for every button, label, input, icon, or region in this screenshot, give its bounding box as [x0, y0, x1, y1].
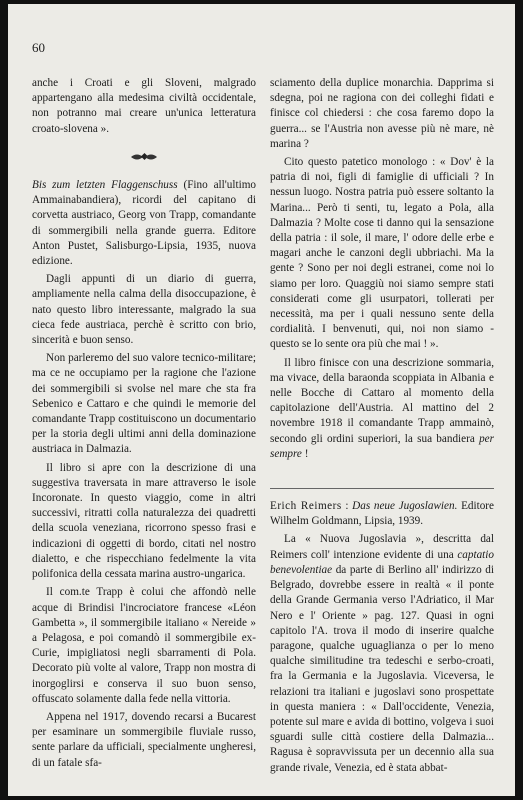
section-divider — [270, 488, 494, 489]
paragraph: Dagli appunti di un diario di guerra, ampliamente nella calma della disoccupazione, è nato questo libro interessante, malgrado la sua cieca fede austriaca, perchè è scritto con brio, sincerità e buon senso. — [32, 273, 256, 347]
separator-colon: : — [341, 500, 353, 513]
paragraph — [270, 356, 494, 462]
book-details: (Fino all'ultimo Ammainabandiera), ricordi del capitano di corvetta austriaco, Georg von Trapp, comandante di sommergibili nella grande guerra. Editore Anton Pustet, Salisburgo-Lipsia, 1935, nuova edizione. — [32, 179, 257, 268]
final-text-a: La « Nuova Jugoslavia », descritta dal Reimers coll' intenzione evidente di una — [270, 533, 494, 561]
paragraph: Il com.te Trapp è colui che affondò nelle acque di Brindisi l'incrociatore francese «Léon Gambetta », il sommergibile italiano « Nereide » a Pelagosa, e poi comandò il sommergibile ex-Curie, impigliatosi negli sbarramenti di Pola. Decorato più volte al valore, Trapp non mostra di inorgoglirsi e conserva il suo buon senso, offuscato solamente dalla fede nella vittoria. — [32, 586, 256, 705]
right-column — [270, 76, 494, 779]
paragraph: Appena nel 1917, dovendo recarsi a Bucarest per esaminare un sommergibile fluviale russo, sente parlare da ufficiali, specialmente ungheresi, di un fatale sfa- — [32, 710, 256, 769]
author-name: Erich Reimers — [270, 500, 342, 513]
bibliographic-entry-2 — [270, 499, 494, 529]
italic-phrase: per sempre — [270, 432, 494, 460]
latin-phrase: captatio benevolentiae — [270, 548, 494, 576]
paragraph-text: Il libro finisce con una descrizione sommaria, ma vivace, della baraonda scoppiata in Albania e nelle Bocche di Cattaro al momento della capitolazione dell'Austria. Al mattino del 2 novembre 1918 il comandante Trapp ammainò, secondo gli ordini superiori, la sua bandiera — [270, 356, 494, 445]
paragraph: Il libro si apre con la descrizione di una suggestiva traversata in mare attraverso le isole Incoronate. In questo viaggio, come in altri successivi, ritratti colla naturalezza dei quadretti della scuola veneziana, ricorrono spesso frasi e indicazioni di oggetti di bordo, citati nel nostro dialetto, e che rispecchiano fedelmente la vita polifonica della cessata marina austro-ungarica. — [32, 461, 256, 581]
continued-paragraph: sciamento della duplice monarchia. Dapprima si sdegna, poi ne ragiona con dei colleghi fidati e finisce col chiedersi : che cosa faremo dopo la guerra... se l'Austria non avesse più nè mare, nè marina ? — [270, 77, 494, 150]
left-column — [32, 76, 256, 774]
bibliographic-entry — [32, 178, 256, 269]
final-text-b: da parte di Berlino all' indirizzo di Belgrado, dovrebbe essere in realtà « il ponte della Grande Germania verso l'Adriatico, il Mar Nero e l' Oriente » pag. 127. Quasi in ogni capitolo l'A. trova il modo di inserire qualche paragone, qualche uguaglianza o per lo meno qualche similitudine tra tedeschi e serbo-croati, fra la Germania e la Jugoslavia. Viceversa, le relazioni tra italiani e jugoslavi sono prospettate in questa maniera : « Dall'occidente, Venezia, potente sul mare e avida di bottino, volgeva i suoi sguardi sulle città costiere della Dalmazia... Ragusa è sopravvissuta per un decennio alla sua grande rivale, Venezia, ed è stata abbat- — [270, 563, 494, 774]
page-number: 60 — [32, 40, 45, 55]
paragraph-end: ! — [301, 447, 309, 460]
book-page — [8, 4, 515, 796]
book-details-2: Editore Wilhelm Goldmann, Lipsia, 1939. — [270, 500, 494, 528]
diamond-leaf-ornament-icon — [32, 151, 256, 166]
intro-paragraph: anche i Croati e gli Sloveni, malgrado appartengano alla medesima civiltà occidentale, non potranno mai creare un'unica letteratura croato-slovena ». — [32, 77, 256, 135]
book-title-2: Das neue Jugoslawien. — [352, 500, 458, 513]
paragraph: Non parleremo del suo valore tecnico-militare; ma ce ne occupiamo per la ragione che l'azione dei sommergibili si svolse nel mare che sta fra Sebenico e Cattaro e che quindi le memorie del comandante Trapp costituiscono un documentario per la storia degli ultimi anni della dominazione austriaca in Dalmazia. — [32, 352, 256, 456]
final-paragraph — [270, 532, 494, 775]
paragraph: Cito questo patetico monologo : « Dov' è la patria di noi, figli di famiglie di ufficiali ? In nessun luogo. Nostra patria può essere soltanto la Marina... Però ti senti, tu, legato a Pola, alla Dalmazia ? Molte cose ti danno qui la sensazione della patria : il sole, il mare, l' odore delle erbe e magari anche le canzoni degli ubbriachi. Ma la gente ? Sono per noi degli estranei, come noi lo siamo per loro. Quaggiù noi siamo sempre stati considerati come gli usurpatori, tollerati per necessità, ma per i quali nessuno sente della cordialità. I benvenuti, qui, noi non siamo - questo se lo sente ora più che mai ! ». — [270, 156, 494, 351]
book-title: Bis zum letzten Flaggenschuss — [32, 179, 178, 192]
